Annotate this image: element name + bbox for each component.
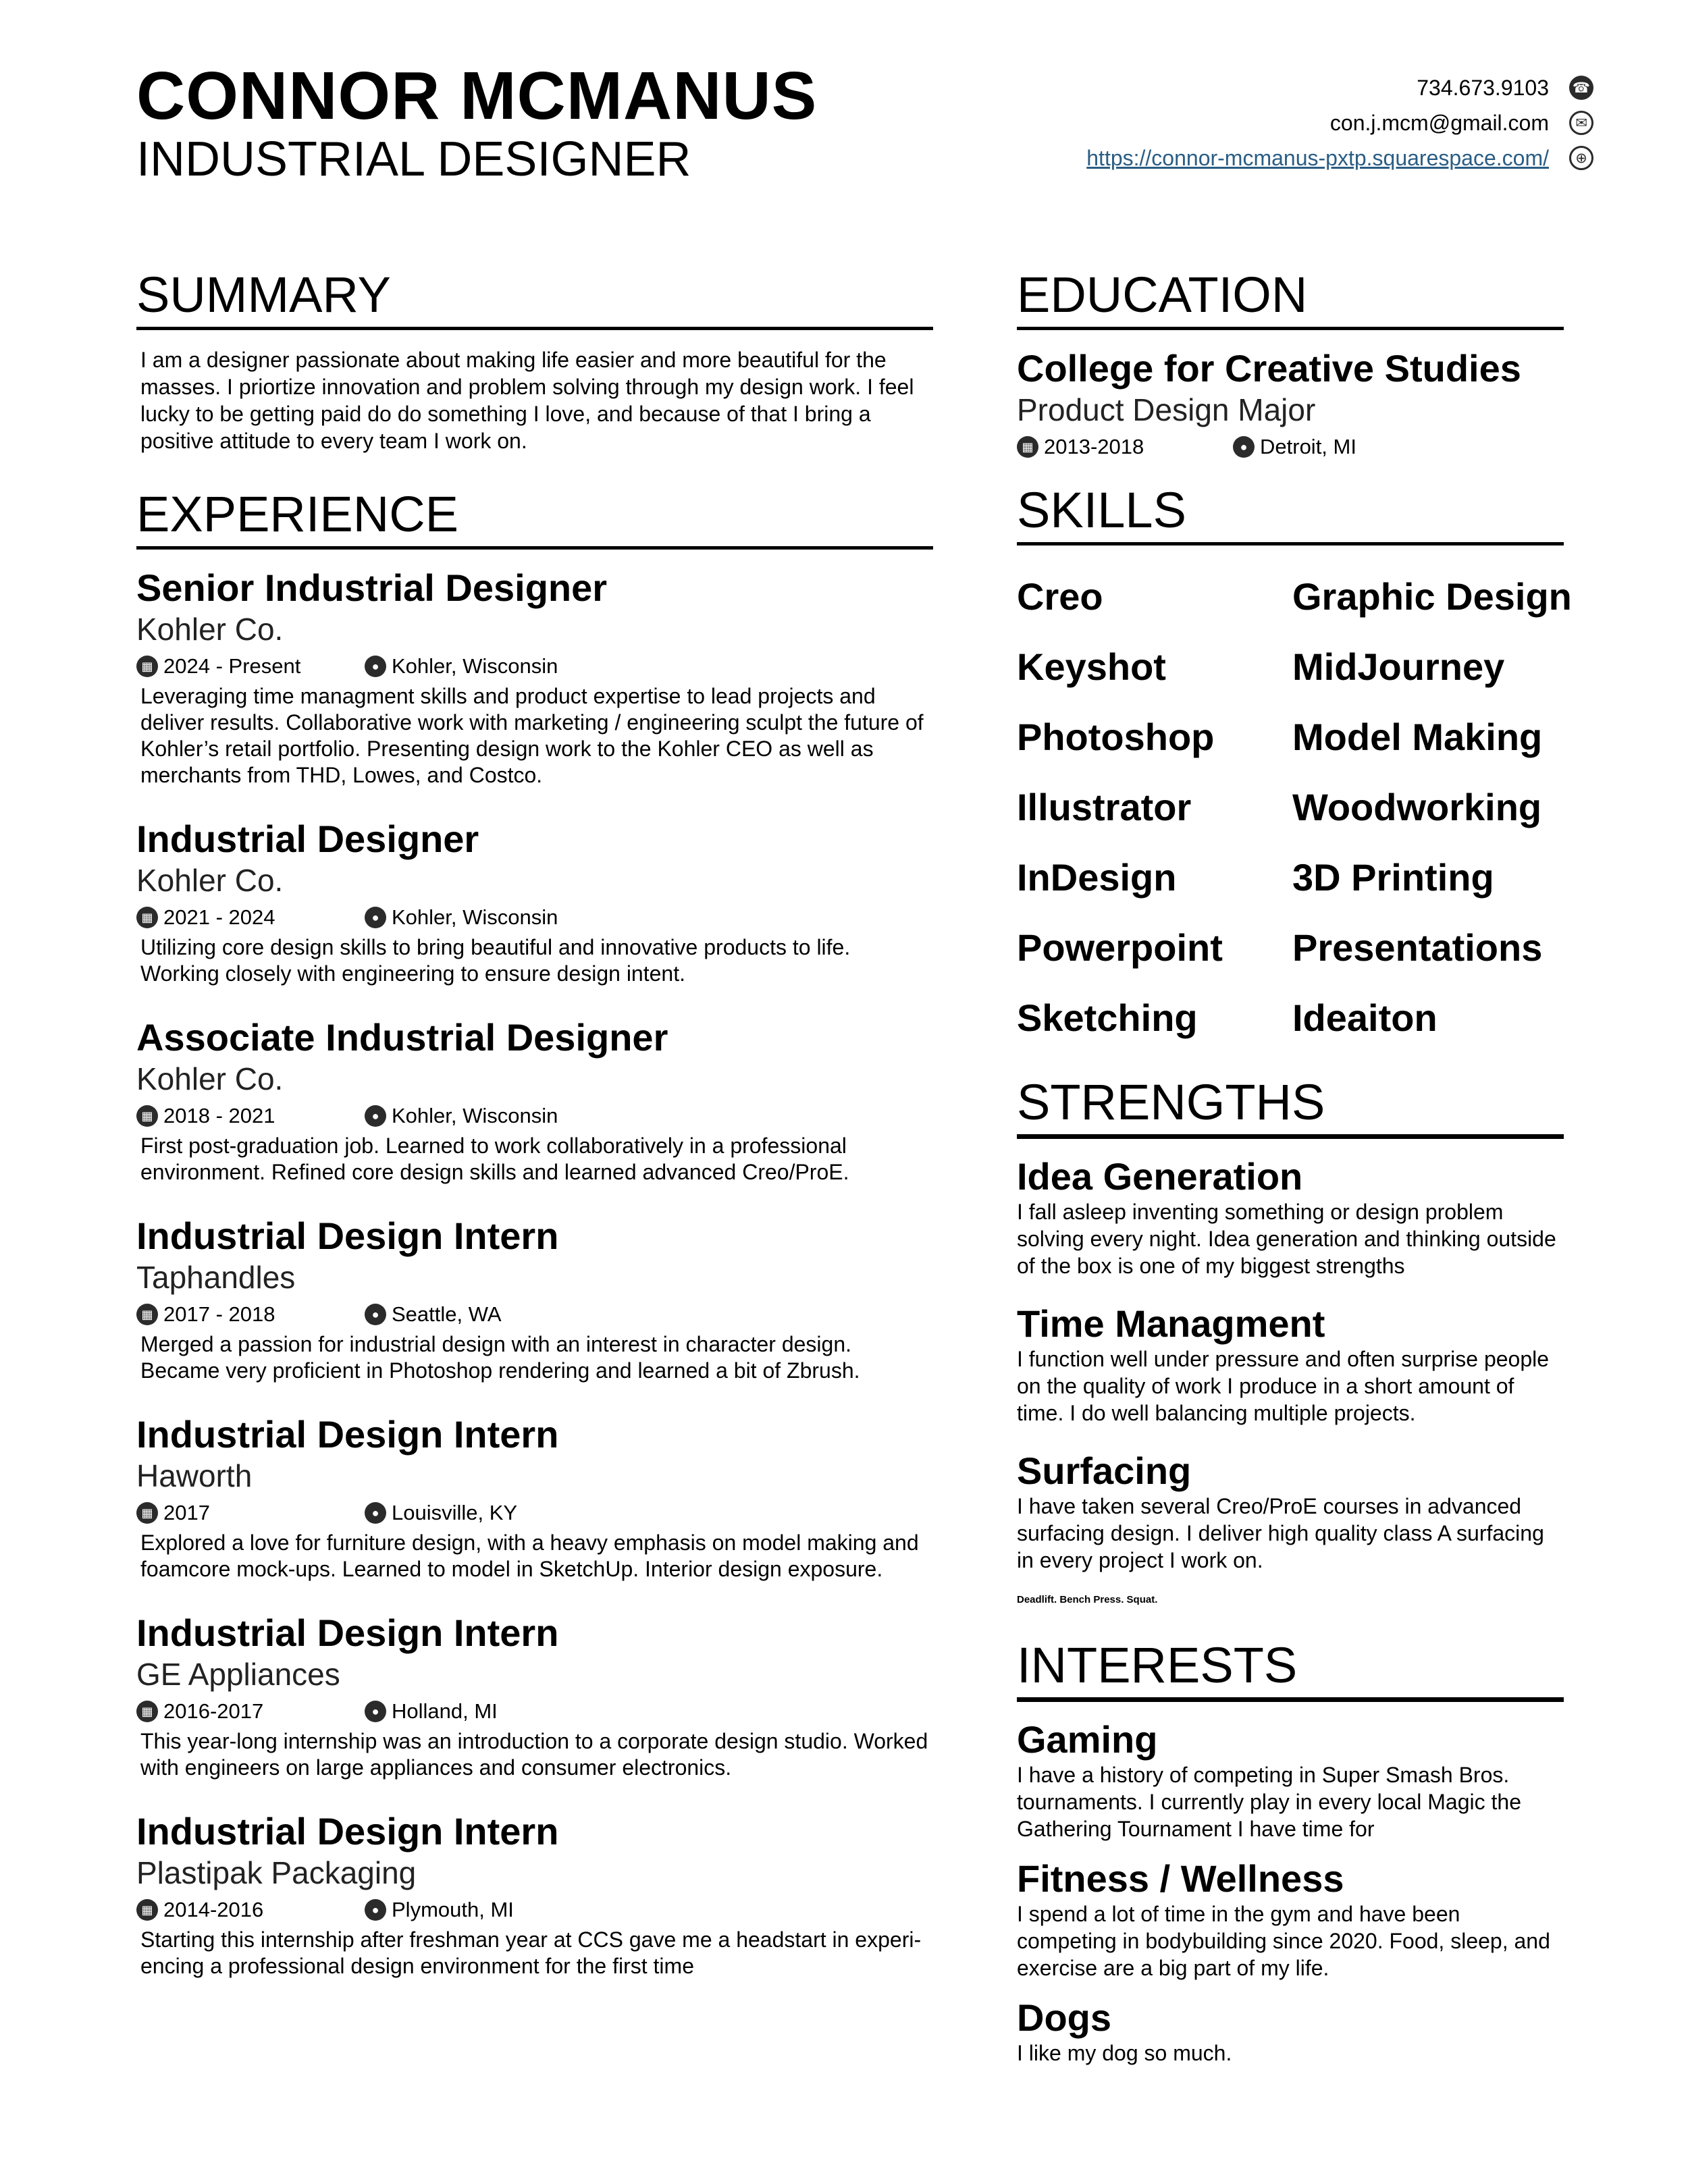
job-dates [136, 654, 365, 678]
skill-item: Woodworking [1292, 786, 1542, 828]
interests-list [1017, 1718, 1564, 2067]
calendar-icon: ▦ [136, 1701, 158, 1722]
skill-item: Sketching [1017, 996, 1198, 1039]
calendar-icon: ▦ [136, 1304, 158, 1325]
job-title: Industrial Designer [136, 818, 479, 860]
skill-item: 3D Printing [1292, 856, 1494, 899]
company-name: Taphandles [136, 1260, 296, 1295]
job-dates-text: 2017 - 2018 [163, 1302, 275, 1326]
skill-item: Creo [1017, 575, 1103, 618]
job-title: Industrial Design Intern [136, 1612, 559, 1654]
education-school: College for Creative Studies [1017, 347, 1521, 390]
strength-item [1017, 1449, 1564, 1574]
interest-item [1017, 1996, 1564, 2067]
interest-item [1017, 1857, 1564, 1981]
calendar-icon: ▦ [136, 907, 158, 928]
job-dates-text: 2024 - Present [163, 654, 301, 678]
job-title: Associate Industrial Designer [136, 1016, 668, 1059]
experience-heading: EXPERIENCE [136, 489, 933, 550]
skill-item: Presentations [1292, 926, 1543, 969]
job-location [365, 1501, 517, 1525]
job-location-text: Louisville, KY [392, 1501, 518, 1524]
location-pin-icon: ● [365, 656, 386, 677]
contact-phone-row [986, 70, 1593, 105]
education-major: Product Design Major [1017, 392, 1316, 427]
email-address: con.j.mcm@gmail.com [1329, 110, 1549, 135]
candidate-name: CONNOR MCMANUS [136, 58, 818, 134]
job-dates-text: 2017 [163, 1501, 210, 1524]
company-name: Kohler Co. [136, 863, 284, 898]
candidate-role: INDUSTRIAL DESIGNER [136, 132, 691, 186]
skill-item: Illustrator [1017, 786, 1192, 828]
job-location-text: Kohler, Wisconsin [392, 1104, 558, 1127]
experience-item [136, 1015, 933, 1186]
job-location [365, 654, 558, 678]
contact-web-row [986, 140, 1593, 176]
skill-item: Photoshop [1017, 716, 1215, 758]
education-dates [1017, 435, 1233, 459]
strength-description: I fall asleep inventing something or design problem solving every night. Idea generation and thinking outside of the box is one of my biggest strengths [1017, 1200, 1556, 1278]
skill-item: Keyshot [1017, 645, 1166, 688]
job-location [365, 905, 558, 930]
skill-item: Powerpoint [1017, 926, 1223, 969]
job-title: Senior Industrial Designer [136, 566, 608, 609]
company-name: Kohler Co. [136, 612, 284, 647]
skills-heading: SKILLS [1017, 485, 1564, 545]
skill-item: MidJourney [1292, 645, 1505, 688]
experience-item [136, 1611, 933, 1781]
strength-item [1017, 1155, 1564, 1279]
company-name: GE Appliances [136, 1657, 340, 1692]
phone-icon: ☎ [1569, 76, 1593, 100]
job-location-text: Kohler, Wisconsin [392, 905, 558, 929]
education-dates-text: 2013-2018 [1044, 435, 1144, 458]
experience-item [136, 1809, 933, 1979]
job-dates [136, 905, 365, 930]
interest-title: Fitness / Wellness [1017, 1857, 1344, 1900]
strength-description: I have taken several Creo/ProE courses in advanced surfacing design. I deliver high quality class A surfacing in every project I work on. [1017, 1494, 1544, 1572]
company-name: Haworth [136, 1458, 253, 1493]
calendar-icon: ▦ [136, 1502, 158, 1524]
job-title: Industrial Design Intern [136, 1413, 559, 1456]
location-pin-icon: ● [1233, 436, 1255, 458]
job-dates-text: 2018 - 2021 [163, 1104, 275, 1127]
location-pin-icon: ● [365, 907, 386, 928]
interest-description: I have a history of competing in Super Smash Bros. tournaments. I currently play in every local Magic the Gathering Tournament I have time for [1017, 1763, 1521, 1841]
education-location-text: Detroit, MI [1260, 435, 1356, 458]
strengths-list [1017, 1155, 1564, 1574]
job-location-text: Kohler, Wisconsin [392, 654, 558, 678]
job-location [365, 1302, 502, 1327]
job-dates [136, 1501, 365, 1525]
job-dates-text: 2016-2017 [163, 1699, 264, 1723]
interest-item [1017, 1718, 1564, 1842]
experience-item [136, 1214, 933, 1384]
location-pin-icon: ● [365, 1304, 386, 1325]
job-meta [136, 1893, 933, 1927]
strength-title: Surfacing [1017, 1449, 1192, 1492]
calendar-icon: ▦ [136, 656, 158, 677]
summary-heading: SUMMARY [136, 270, 933, 330]
calendar-icon: ▦ [136, 1105, 158, 1127]
company-name: Kohler Co. [136, 1061, 284, 1096]
job-meta [136, 1496, 933, 1530]
location-pin-icon: ● [365, 1899, 386, 1921]
job-location [365, 1699, 498, 1724]
skill-item: InDesign [1017, 856, 1177, 899]
job-description: Leveraging time managment skills and product expertise to lead projects and deliver results. Collaborative work with marketing / engineering sculpt the future of Kohler’s retail portfolio. Presenting design work to the Kohler CEO as well as merchants from THD, Lowes, and Costco. [140, 684, 924, 787]
company-name: Plastipak Packaging [136, 1855, 417, 1890]
skill-item: Graphic Design [1292, 575, 1572, 618]
interest-title: Dogs [1017, 1996, 1111, 2039]
skills-grid [1017, 562, 1572, 1053]
job-location [365, 1898, 514, 1922]
left-column [136, 267, 933, 2008]
interest-description: I like my dog so much. [1017, 2041, 1232, 2065]
experience-item [136, 566, 933, 789]
education-heading: EDUCATION [1017, 270, 1564, 330]
job-meta [136, 649, 933, 683]
job-description: This year-long internship was an introduction to a corporate design studio. Worked with engineers on large appliances and consumer electronics. [140, 1729, 928, 1780]
job-location-text: Plymouth, MI [392, 1898, 514, 1921]
location-pin-icon: ● [365, 1502, 386, 1524]
interest-description: I spend a lot of time in the gym and have been competing in bodybuilding since 2020. Food, sleep, and exercise are a big part of my life. [1017, 1902, 1550, 1980]
contact-email-row [986, 105, 1593, 140]
skill-item: Model Making [1292, 716, 1543, 758]
job-location [365, 1104, 558, 1128]
job-dates-text: 2021 - 2024 [163, 905, 275, 929]
job-dates [136, 1699, 365, 1724]
experience-list [136, 566, 933, 1979]
job-meta [136, 1298, 933, 1331]
phone-number: 734.673.9103 [1417, 75, 1549, 100]
job-meta [136, 1695, 933, 1728]
strength-description: I function well under pressure and often surprise people on the quality of work I produce in a short amount of time. I do well balancing multiple projects. [1017, 1347, 1550, 1425]
interests-heading: INTERESTS [1017, 1641, 1564, 1702]
calendar-icon: ▦ [1017, 436, 1038, 458]
job-title: Industrial Design Intern [136, 1215, 559, 1257]
job-meta [136, 901, 933, 934]
job-dates [136, 1302, 365, 1327]
job-dates [136, 1104, 365, 1128]
job-location-text: Holland, MI [392, 1699, 498, 1723]
experience-item [136, 817, 933, 987]
location-pin-icon: ● [365, 1105, 386, 1127]
job-description: Merged a passion for industrial design with an interest in character design. Became very proficient in Photoshop rendering and learned a bit of Zbrush. [140, 1332, 860, 1383]
job-description: Starting this internship after freshman year at CCS gave me a headstart in experi-encing a professional design environment for the first time [140, 1927, 922, 1978]
education-location [1233, 435, 1356, 459]
job-title: Industrial Design Intern [136, 1810, 559, 1853]
contact-block [986, 70, 1593, 176]
job-dates-text: 2014-2016 [163, 1898, 264, 1921]
strength-title: Time Managment [1017, 1302, 1325, 1345]
job-location-text: Seattle, WA [392, 1302, 502, 1326]
job-description: Utilizing core design skills to bring beautiful and innovative products to life. Working closely with engineering to ensure design intent. [140, 935, 851, 986]
job-description: First post-graduation job. Learned to work collaboratively in a professional environment. Refined core design skills and learned advanced Creo/ProE. [140, 1134, 849, 1184]
strength-item [1017, 1302, 1564, 1427]
envelope-icon: ✉ [1569, 111, 1593, 135]
calendar-icon: ▦ [136, 1899, 158, 1921]
education-meta [1017, 429, 1564, 465]
strengths-note: Deadlift. Bench Press. Squat. [1017, 1594, 1158, 1605]
interest-title: Gaming [1017, 1718, 1158, 1761]
right-column [1017, 267, 1572, 2081]
globe-icon: ⊕ [1569, 146, 1593, 170]
website-link[interactable]: https://connor-mcmanus-pxtp.squarespace.com/ [1086, 145, 1549, 170]
location-pin-icon: ● [365, 1701, 386, 1722]
job-description: Explored a love for furniture design, with a heavy emphasis on model making and foamcore mock-ups. Learned to model in SketchUp. Interior design exposure. [140, 1530, 919, 1581]
experience-item [136, 1412, 933, 1582]
strength-title: Idea Generation [1017, 1155, 1303, 1198]
job-meta [136, 1099, 933, 1133]
job-dates [136, 1898, 365, 1922]
skill-item: Ideaiton [1292, 996, 1438, 1039]
strengths-heading: STRENGTHS [1017, 1077, 1564, 1139]
summary-text: I am a designer passionate about making life easier and more beautiful for the masses. I priortize innovation and problem solving through my design work. I feel lucky to be getting paid do do something I love, and because of that I bring a positive attitude to every team I work on. [140, 348, 914, 453]
